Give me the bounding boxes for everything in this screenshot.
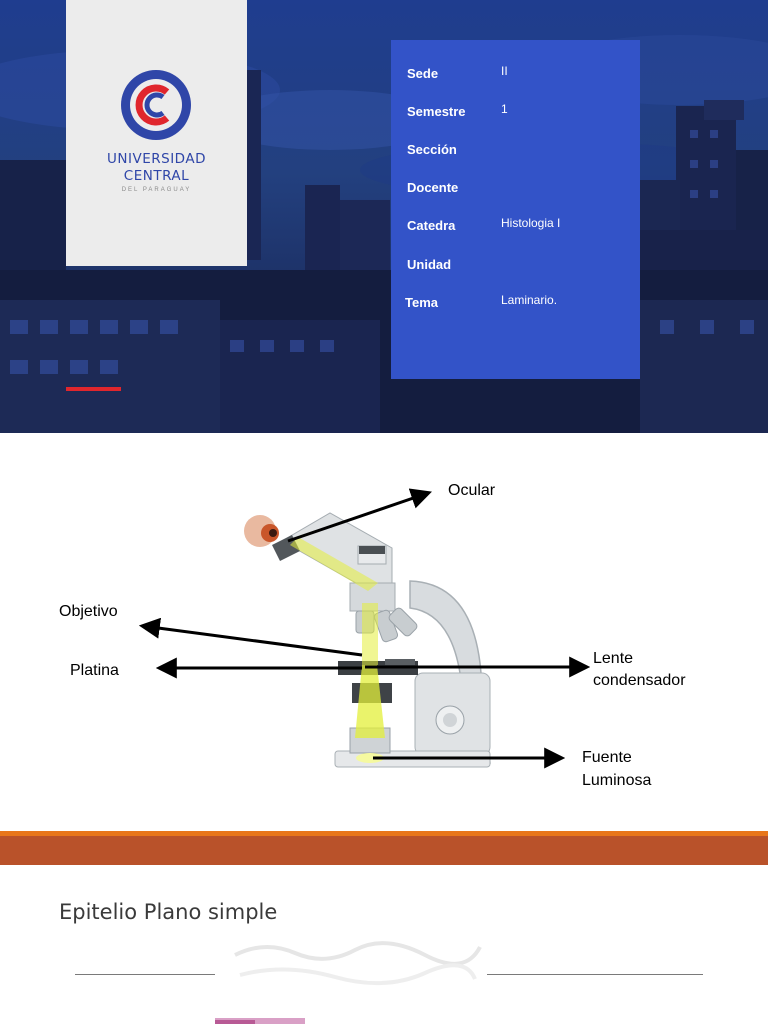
objetivo-arrow [143,626,362,655]
info-row-tema [391,295,640,315]
course-info-panel [391,40,640,379]
logo-line-1: UNIVERSIDAD [107,151,206,167]
label-objetivo: Objetivo [59,603,118,620]
microscope-diagram [0,433,768,831]
info-row-semestre [391,104,640,124]
info-label: Tema [405,295,438,310]
label-ocular: Ocular [448,482,496,499]
divider-right [487,974,703,975]
label-platina: Platina [70,662,119,679]
university-seal-icon [119,68,193,142]
epitelio-slide [0,865,768,1024]
faded-handwriting-image [225,935,487,995]
info-row-seccion [391,142,640,162]
microscope-body [272,513,490,767]
info-row-unidad [391,257,640,277]
logo-line-2: CENTRAL [123,168,190,184]
info-row-sede [391,66,640,86]
info-label: Unidad [407,257,452,272]
orange-band [0,836,768,865]
info-value: Laminario. [501,293,558,307]
info-value: II [501,64,508,78]
info-label: Sección [407,142,457,157]
logo-line-3: DEL PARAGUAY [121,187,192,193]
eye-icon [244,515,279,547]
microscope-slide [0,433,768,831]
label-lente: Lente [593,650,634,667]
tissue-image-edge [215,1015,315,1024]
university-logo-card [66,0,247,266]
info-label: Catedra [407,218,456,233]
slide-title: Epitelio Plano simple [59,900,278,924]
info-value: Histologia I [501,216,561,230]
red-accent-bar [66,387,121,391]
label-luminosa: Luminosa [582,772,652,789]
label-fuente: Fuente [582,749,632,766]
info-row-catedra [391,218,640,238]
info-label: Semestre [407,104,466,119]
cover-slide [0,0,768,433]
info-value: 1 [501,102,508,116]
info-row-docente [391,180,640,200]
info-label: Sede [407,66,439,81]
label-condensador: condensador [593,672,686,689]
divider-left [75,974,215,975]
info-label: Docente [407,180,459,195]
